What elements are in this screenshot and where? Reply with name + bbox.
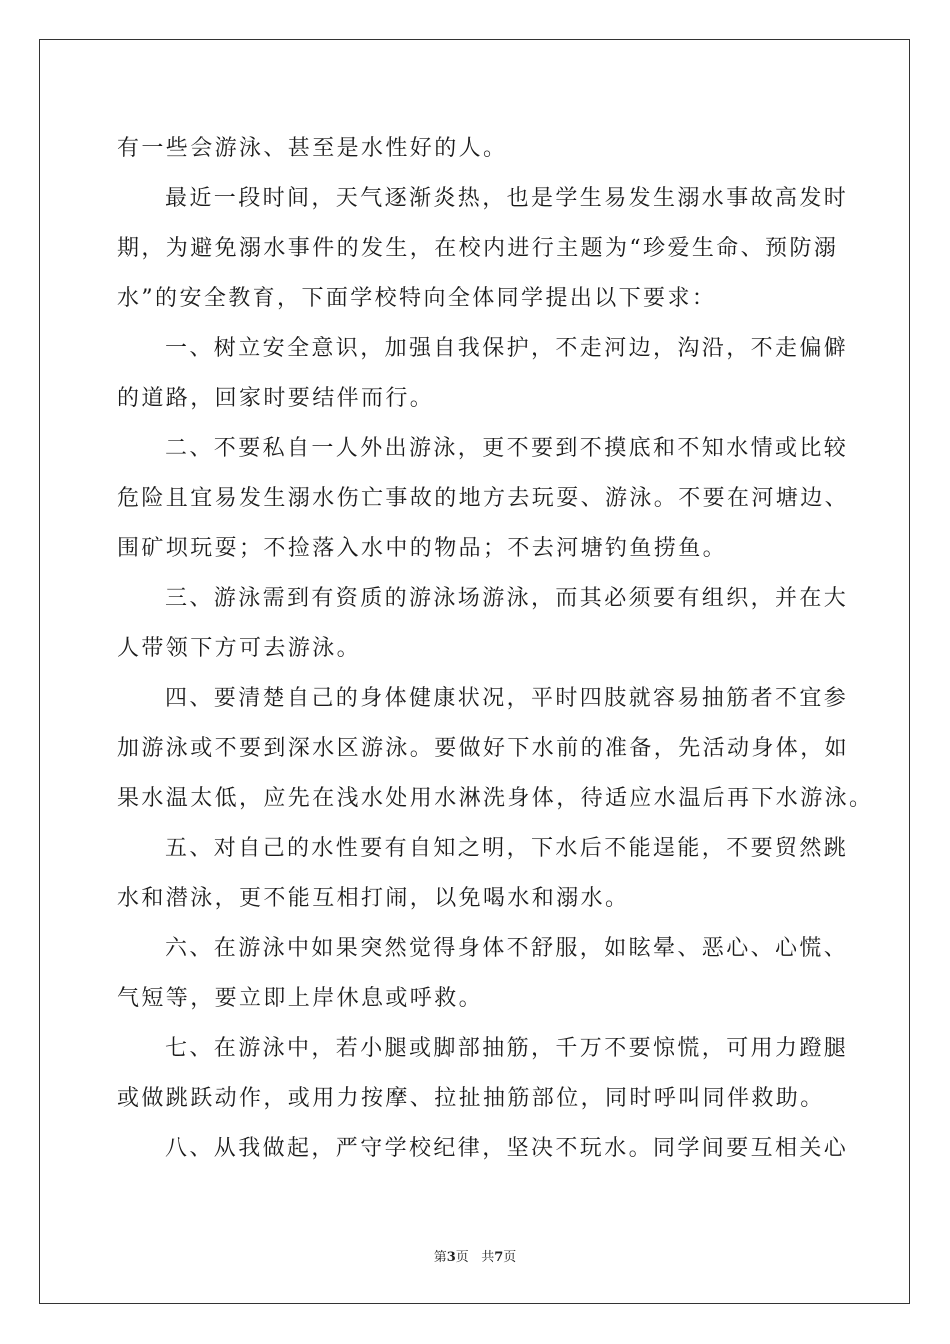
text-line: 果水温太低，应先在浅水处用水淋洗身体，待适应水温后再下水游泳。 <box>117 786 874 811</box>
page-footer <box>0 1246 950 1265</box>
text-line: 期，为避免溺水事件的发生，在校内进行主题为“珍爱生命、预防溺 <box>117 236 839 261</box>
text-line: 水和潜泳，更不能互相打闹，以免喝水和溺水。 <box>117 886 630 911</box>
page-unit: 页 <box>455 1250 469 1265</box>
page-current: 3 <box>446 1250 456 1265</box>
text-line: 五、对自己的水性要有自知之明，下水后不能逞能，不要贸然跳 <box>165 836 849 861</box>
document-body <box>117 124 874 1174</box>
text-line: 二、不要私自一人外出游泳，更不要到不摸底和不知水情或比较 <box>165 436 849 461</box>
text-line: 三、游泳需到有资质的游泳场游泳，而其必须要有组织，并在大 <box>165 586 849 611</box>
text-line: 七、在游泳中，若小腿或脚部抽筋，千万不要惊慌，可用力蹬腿 <box>165 1036 849 1061</box>
text-line: 或做跳跃动作，或用力按摩、拉扯抽筋部位，同时呼叫同伴救助。 <box>117 1086 825 1111</box>
text-line: 六、在游泳中如果突然觉得身体不舒服，如眩晕、恶心、心慌、 <box>165 936 849 961</box>
text-line: 围矿坝玩耍；不捡落入水中的物品；不去河塘钓鱼捞鱼。 <box>117 536 728 561</box>
text-line: 水”的安全教育，下面学校特向全体同学提出以下要求： <box>117 286 717 311</box>
text-line: 人带领下方可去游泳。 <box>117 636 362 661</box>
text-line: 有一些会游泳、甚至是水性好的人。 <box>117 136 508 161</box>
total-unit: 页 <box>503 1250 517 1265</box>
text-line: 气短等，要立即上岸休息或呼救。 <box>117 986 484 1011</box>
page-prefix: 第 <box>433 1250 447 1265</box>
text-line: 危险且宜易发生溺水伤亡事故的地方去玩耍、游泳。不要在河塘边、 <box>117 486 850 511</box>
text-line: 最近一段时间，天气逐渐炎热，也是学生易发生溺水事故高发时 <box>165 186 849 211</box>
text-line: 一、树立安全意识，加强自我保护，不走河边，沟沿，不走偏僻 <box>165 336 849 361</box>
text-line: 八、从我做起，严守学校纪律，坚决不玩水。同学间要互相关心 <box>165 1136 849 1161</box>
total-prefix: 共 <box>481 1250 495 1265</box>
text-line: 加游泳或不要到深水区游泳。要做好下水前的准备，先活动身体，如 <box>117 736 850 761</box>
text-line: 的道路，回家时要结伴而行。 <box>117 386 435 411</box>
text-line: 四、要清楚自己的身体健康状况，平时四肢就容易抽筋者不宜参 <box>165 686 849 711</box>
page-total: 7 <box>494 1250 504 1265</box>
